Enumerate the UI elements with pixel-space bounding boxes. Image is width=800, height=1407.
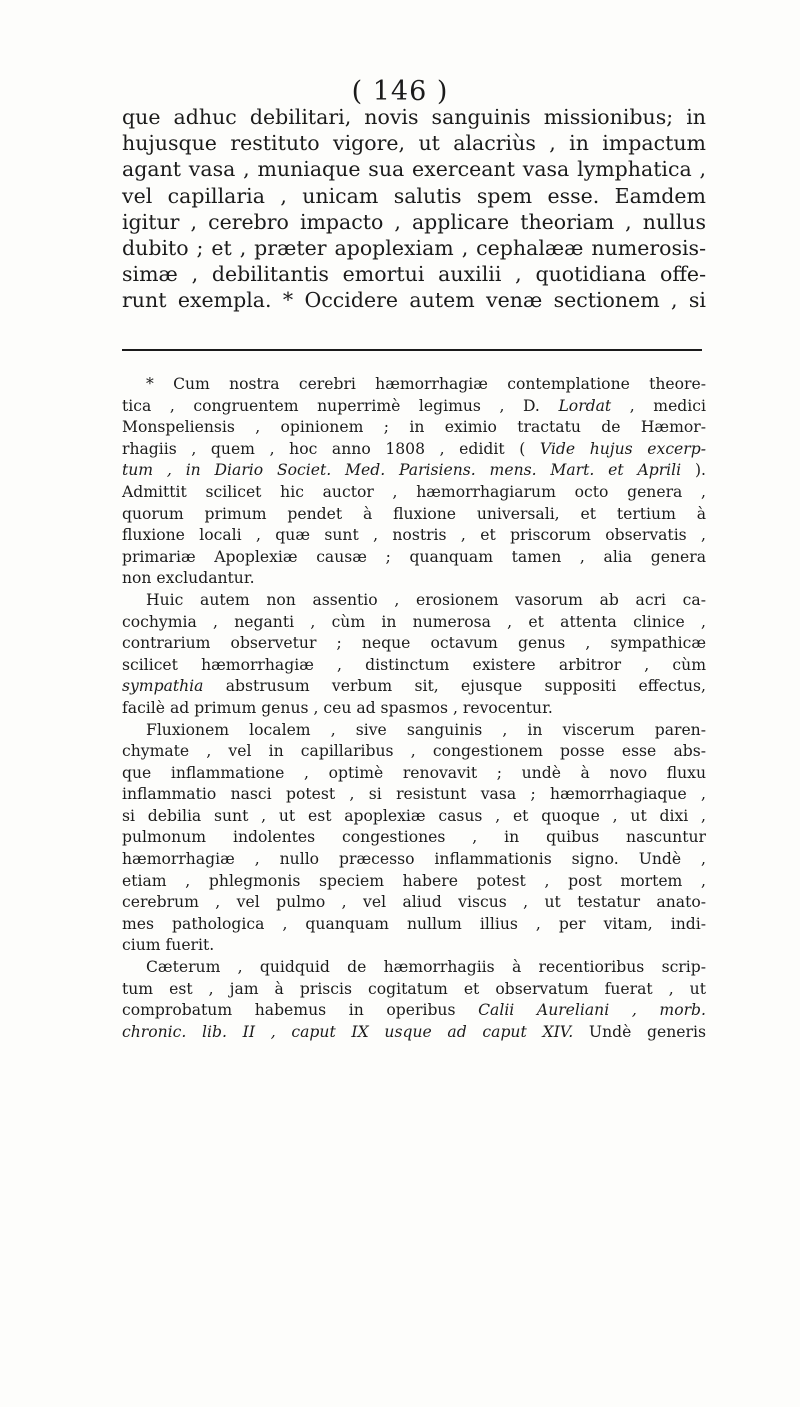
footnote-line: primariæ Apoplexiæ causæ ; quanquam tamen , alia genera: [122, 547, 706, 566]
footnote-line: cerebrum , vel pulmo , vel aliud viscus , ut testatur anato-: [122, 893, 706, 912]
footnote-line: sympathia abstrusum verbum sit, ejusque suppositi effectus,: [122, 677, 706, 696]
page-number: ( 146 ): [351, 76, 449, 107]
footnote-line: Fluxionem localem , sive sanguinis , in viscerum paren-: [146, 720, 706, 739]
text-line: vel capillaria , unicam salutis spem esse. Eamdem: [122, 183, 706, 208]
footnote-line: tum est , jam à priscis cogitatum et observatum fuerat , ut: [122, 979, 706, 998]
footnote-line: quorum primum pendet à fluxione universali, et tertium à: [122, 504, 706, 523]
journal-citation: tum , in Diario Societ. Med. Parisiens. mens. Mart. et Aprili: [122, 461, 682, 480]
text-line: agant vasa , muniaque sua exerceant vasa lymphatica ,: [122, 157, 706, 182]
footnote-line: pulmonum indolentes congestiones , in quibus nascuntur: [122, 828, 706, 847]
footnote-line: mes pathologica , quanquam nullum illius , per vitam, indi-: [122, 914, 706, 933]
footnote-line: chymate , vel in capillaribus , congestionem posse esse abs-: [122, 742, 706, 761]
footnote: [122, 374, 706, 1043]
footnote-line: fluxione locali , quæ sunt , nostris , et priscorum observatis ,: [122, 526, 706, 545]
source-citation: Calii Aureliani , morb.: [478, 1001, 706, 1020]
footnote-line: que inflammatione , optimè renovavit ; undè à novo fluxu: [122, 763, 706, 782]
footnote-line: si debilia sunt , ut est apoplexiæ casus , et quoque , ut dixi ,: [122, 806, 706, 825]
footnote-line: Admittit scilicet hic auctor , hæmorrhagiarum octo genera ,: [122, 482, 706, 501]
footnote-line: etiam , phlegmonis speciem habere potest , post mortem ,: [122, 871, 706, 890]
footnote-line: tica , congruentem nuperrimè legimus , D. Lordat , medici: [122, 396, 706, 415]
main-paragraph: [122, 104, 706, 314]
footnote-line: Monspeliensis , opinionem ; in eximio tractatu de Hæmor-: [122, 418, 706, 437]
footnote-line: hæmorrhagiæ , nullo præcesso inflammationis signo. Undè ,: [122, 850, 706, 869]
source-citation: chronic. lib. II , caput IX usque ad caput XIV.: [122, 1022, 574, 1041]
footnote-line: facilè ad primum genus , ceu ad spasmos , revocentur.: [122, 698, 553, 717]
footnote-line: cochymia , neganti , cùm in numerosa , et attenta clinice ,: [122, 612, 706, 631]
footnote-line: tum , in Diario Societ. Med. Parisiens. mens. Mart. et Aprili ).: [122, 461, 707, 480]
footnote-line: Cæterum , quidquid de hæmorrhagiis à recentioribus scrip-: [146, 958, 706, 977]
text-line: simæ , debilitantis emortui auxilii , quotidiana offe-: [122, 262, 706, 287]
footnote-line: inflammatio nasci potest , si resistunt vasa ; hæmorrhagiaque ,: [122, 785, 706, 804]
text-line: dubito ; et , præter apoplexiam , cephalææ numerosis-: [122, 236, 706, 261]
footnote-line: Huic autem non assentio , erosionem vasorum ab acri ca-: [146, 590, 706, 609]
footnote-line: contrarium observetur ; neque octavum genus , sympathicæ: [122, 634, 706, 653]
footnote-line: rhagiis , quem , hoc anno 1808 , edidit ( Vide hujus excerp-: [122, 439, 706, 458]
text-line: hujusque restituto vigore, ut alacriùs , in impactum: [122, 131, 706, 156]
footnote-line: scilicet hæmorrhagiæ , distinctum existere arbitror , cùm: [122, 655, 706, 674]
footnote-line: non excludantur.: [122, 569, 255, 588]
footnote-line: * Cum nostra cerebri hæmorrhagiæ contemplatione theore-: [146, 375, 706, 393]
footnote-line: cium fuerit.: [122, 936, 215, 955]
footnote-divider: [122, 349, 702, 351]
footnote-line: comprobatum habemus in operibus Calii Aureliani , morb.: [122, 1001, 706, 1020]
text-line: igitur , cerebro impacto , applicare theoriam , nullus: [122, 209, 706, 234]
text-line: runt exempla. * Occidere autem venæ sectionem , si: [122, 288, 706, 313]
footnote-line: chronic. lib. II , caput IX usque ad caput XIV. Undè generis: [122, 1022, 706, 1041]
author-name: Lordat: [558, 396, 612, 415]
text-line: que adhuc debilitari, novis sanguinis missionibus; in: [122, 105, 706, 129]
